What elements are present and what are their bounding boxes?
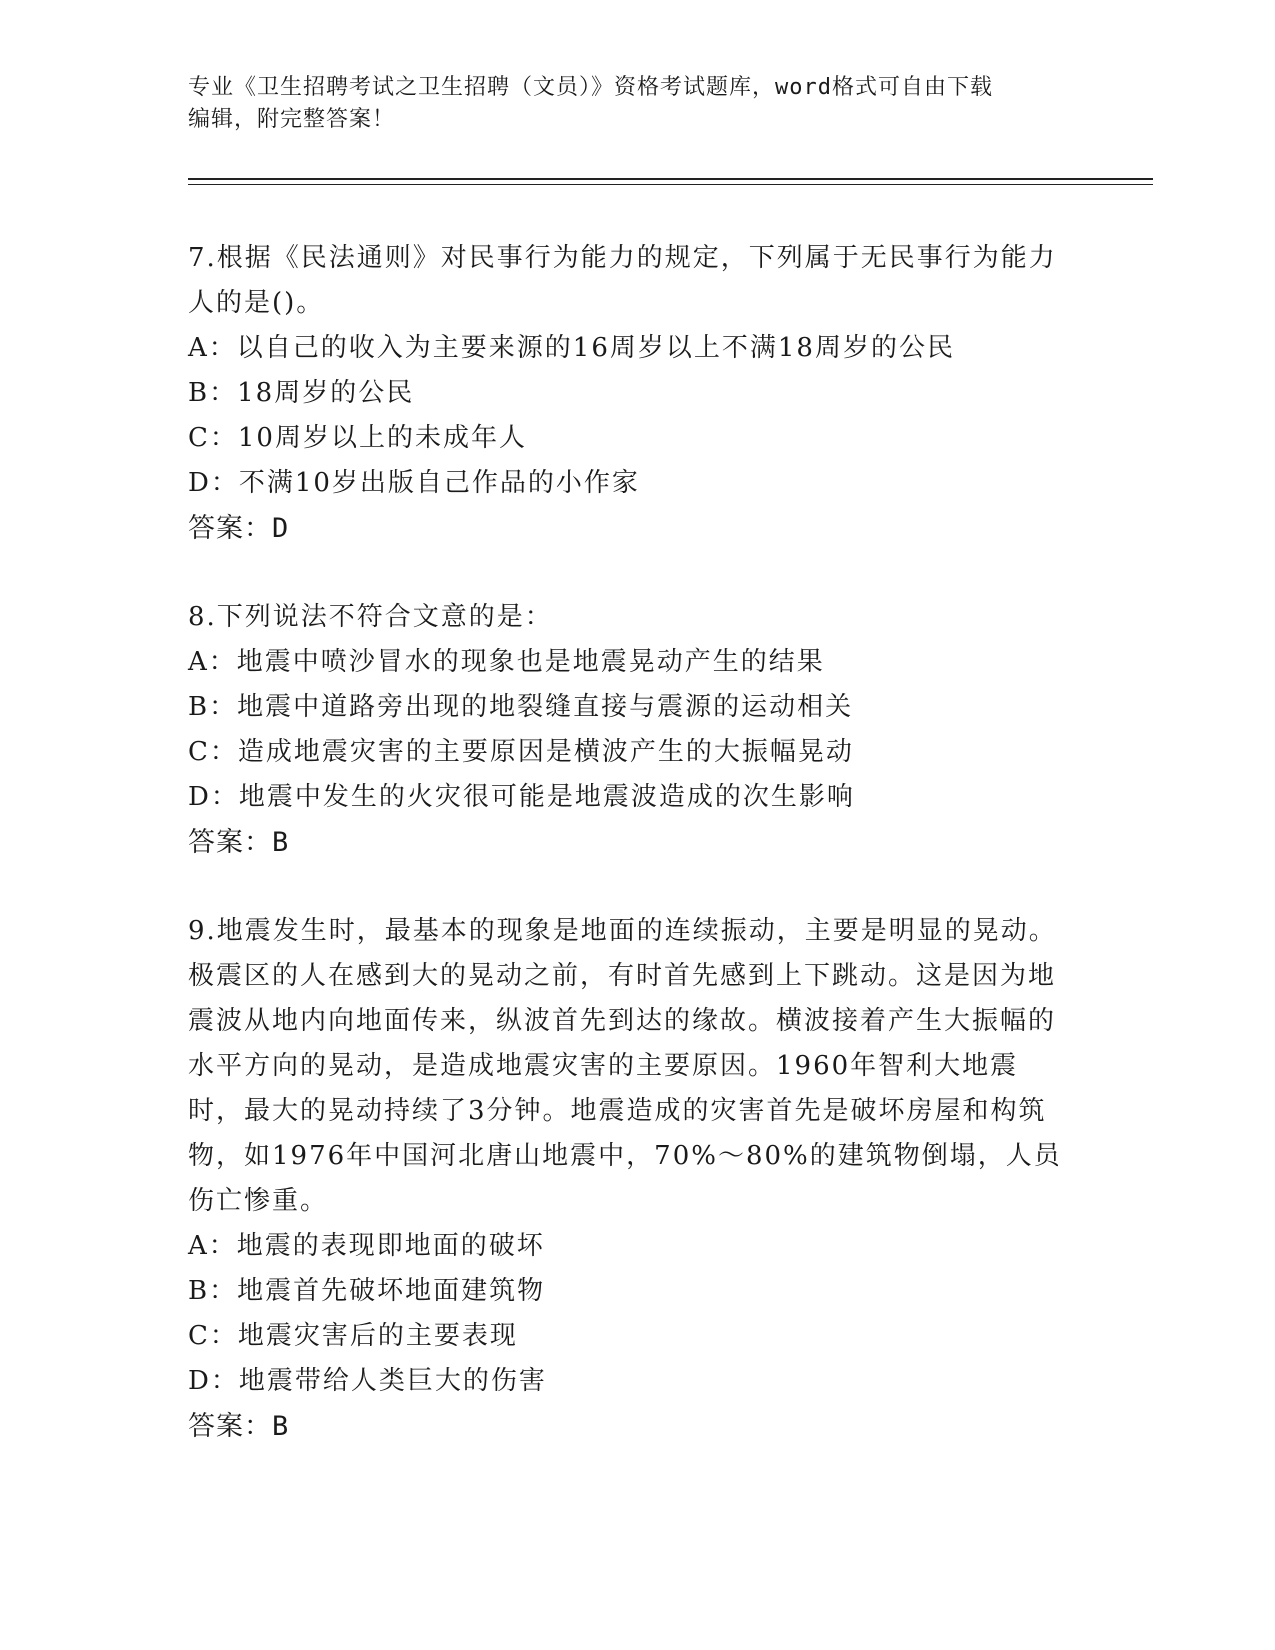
option-a: A：以自己的收入为主要来源的16周岁以上不满18周岁的公民: [188, 333, 955, 363]
option-c: C：10周岁以上的未成年人: [188, 423, 527, 453]
answer-label: 答案：B: [188, 1411, 290, 1442]
answer-label: 答案：D: [188, 513, 290, 544]
option-c: C：地震灾害后的主要表现: [188, 1321, 518, 1351]
option-c: C：造成地震灾害的主要原因是横波产生的大振幅晃动: [188, 737, 854, 767]
question-8: [188, 595, 1068, 865]
option-b: B：地震中道路旁出现的地裂缝直接与震源的运动相关: [188, 692, 854, 722]
header-divider-thick: [188, 178, 1153, 180]
document-header: [188, 72, 1088, 136]
header-line-2: 编辑，附完整答案！: [188, 107, 396, 132]
option-d: D：地震带给人类巨大的伤害: [188, 1366, 547, 1396]
option-d: D：不满10岁出版自己作品的小作家: [188, 468, 640, 498]
option-b: B：地震首先破坏地面建筑物: [188, 1276, 546, 1306]
question-stem: 9.地震发生时，最基本的现象是地面的连续振动，主要是明显的晃动。极震区的人在感到大的晃动之前，有时首先感到上下跳动。这是因为地震波从地内向地面传来，纵波首先到达的缘故。横波接着产生大振幅的水平方向的晃动，是造成地震灾害的主要原因。1960年智利大地震时，最大的晃动持续了3分钟。地震造成的灾害首先是破坏房屋和构筑物，如1976年中国河北唐山地震中，70%～80%的建筑物倒塌，人员伤亡惨重。: [188, 916, 1062, 1216]
option-a: A：地震中喷沙冒水的现象也是地震晃动产生的结果: [188, 647, 825, 677]
header-divider-thin: [188, 184, 1153, 185]
question-7: [188, 236, 1068, 551]
header-line-1: 专业《卫生招聘考试之卫生招聘（文员）》资格考试题库，word格式可自由下载: [188, 75, 993, 100]
option-b: B：18周岁的公民: [188, 378, 415, 408]
question-list: [188, 236, 1068, 1493]
question-stem: 7.根据《民法通则》对民事行为能力的规定，下列属于无民事行为能力人的是()。: [188, 243, 1057, 318]
answer-label: 答案：B: [188, 827, 290, 858]
option-a: A：地震的表现即地面的破坏: [188, 1231, 545, 1261]
question-stem: 8.下列说法不符合文意的是：: [188, 602, 553, 632]
option-d: D：地震中发生的火灾很可能是地震波造成的次生影响: [188, 782, 855, 812]
question-9: [188, 909, 1068, 1449]
